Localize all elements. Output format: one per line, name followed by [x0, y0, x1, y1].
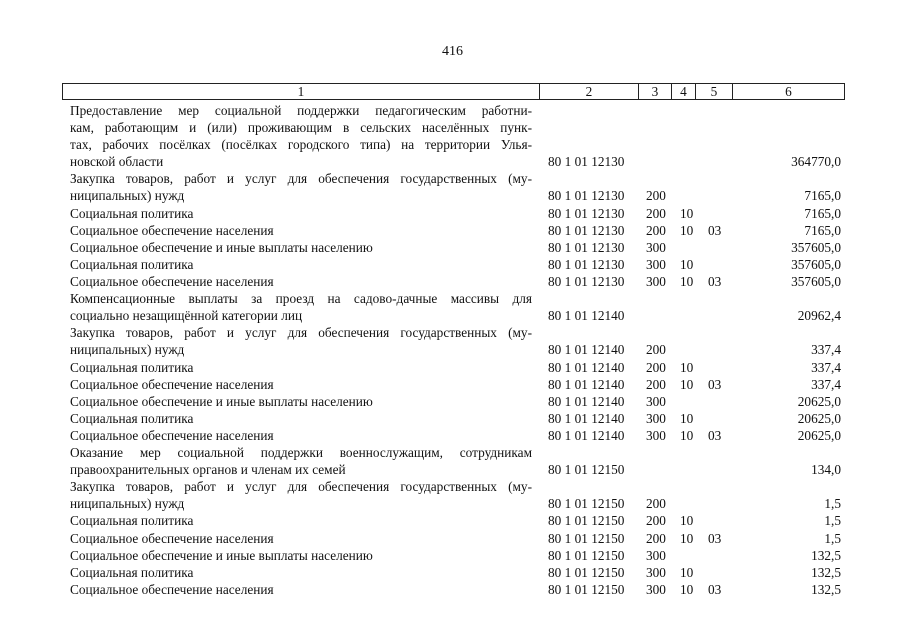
row-name: [70, 222, 532, 239]
row-name-line: Социальная политика: [70, 205, 194, 221]
row-vr: 200: [646, 342, 666, 358]
row-name-line: Социальное обеспечение и иные выплаты населению: [70, 239, 373, 255]
row-name-line: новской области: [70, 154, 164, 170]
table-row: [0, 222, 905, 239]
row-vr: 200: [646, 188, 666, 204]
row-vr: 200: [646, 530, 666, 546]
page-number: 416: [442, 44, 463, 59]
row-sum: 1,5: [824, 496, 841, 512]
row-name: [70, 564, 532, 581]
row-sum: 132,5: [811, 581, 841, 597]
row-code: 80 1 01 12150: [548, 581, 625, 597]
row-code: 80 1 01 12150: [548, 513, 625, 529]
row-sum: 364770,0: [791, 154, 841, 170]
row-name-line: социально незащищённой категории лиц: [70, 308, 303, 324]
row-sum: 7165,0: [804, 222, 841, 238]
row-sum: 337,4: [811, 342, 841, 358]
row-pr: 03: [708, 581, 722, 597]
row-code: 80 1 01 12140: [548, 342, 625, 358]
table-row: [0, 256, 905, 273]
row-rz: 10: [680, 376, 694, 392]
row-vr: 200: [646, 205, 666, 221]
row-sum: 134,0: [811, 462, 841, 478]
row-name: [70, 273, 532, 290]
row-code: 80 1 01 12130: [548, 205, 625, 221]
row-vr: 300: [646, 427, 666, 443]
table-row: [0, 410, 905, 427]
row-rz: 10: [680, 513, 694, 529]
row-name: [70, 359, 532, 376]
row-name: [70, 102, 532, 170]
row-name: [70, 410, 532, 427]
header-col-2: 2: [539, 84, 638, 99]
table-row: [0, 205, 905, 222]
row-pr: 03: [708, 530, 722, 546]
row-sum: 132,5: [811, 564, 841, 580]
table-row: [0, 444, 905, 478]
row-rz: 10: [680, 410, 694, 426]
row-name-line: Социальное обеспечение и иные выплаты населению: [70, 393, 373, 409]
table-row: [0, 564, 905, 581]
row-code: 80 1 01 12130: [548, 188, 625, 204]
table-row: [0, 290, 905, 324]
row-code: 80 1 01 12150: [548, 496, 625, 512]
row-name-line: ниципальных) нужд: [70, 188, 185, 204]
row-name-line: Закупка товаров, работ и услуг для обеспечения государственных (му-: [70, 171, 532, 187]
row-sum: 7165,0: [804, 188, 841, 204]
table-row: [0, 359, 905, 376]
row-name: [70, 170, 532, 204]
row-code: 80 1 01 12130: [548, 274, 625, 289]
row-vr: 200: [646, 496, 666, 512]
row-code: 80 1 01 12140: [548, 427, 625, 443]
row-name: [70, 290, 532, 324]
row-name-line: Компенсационные выплаты за проезд на садово-дачные массивы для: [70, 291, 532, 307]
row-name-line: Социальная политика: [70, 256, 194, 272]
row-name: [70, 478, 532, 512]
row-name: [70, 547, 532, 564]
table-row: [0, 427, 905, 444]
table-row: [0, 393, 905, 410]
row-name: [70, 256, 532, 273]
row-sum: 20625,0: [797, 427, 841, 443]
row-name: [70, 530, 532, 547]
row-sum: 337,4: [811, 376, 841, 392]
row-vr: 300: [646, 239, 666, 255]
row-sum: 20625,0: [797, 410, 841, 426]
row-rz: 10: [680, 222, 694, 238]
row-code: 80 1 01 12150: [548, 564, 625, 580]
row-code: 80 1 01 12140: [548, 359, 625, 375]
header-col-3: 3: [638, 84, 671, 99]
row-name-line: Социальное обеспечение населения: [70, 274, 274, 289]
table-row: [0, 547, 905, 564]
row-name-line: Оказание мер социальной поддержки военнослужащим, сотрудникам: [70, 445, 532, 460]
row-code: 80 1 01 12150: [548, 547, 625, 563]
header-col-5: 5: [695, 84, 732, 99]
row-name-line: Социальное обеспечение населения: [70, 581, 274, 597]
row-rz: 10: [680, 427, 694, 443]
row-sum: 20962,4: [797, 308, 841, 324]
row-rz: 10: [680, 581, 694, 597]
row-name-line: кам, работающим и (или) проживающим в сельских населённых пунк-: [70, 120, 532, 136]
row-name-line: тах, рабочих посёлках (посёлках городского типа) на территории Улья-: [70, 137, 532, 153]
row-vr: 300: [646, 274, 666, 289]
row-name-line: Социальное обеспечение населения: [70, 222, 274, 238]
row-vr: 200: [646, 513, 666, 529]
header-col-4: 4: [671, 84, 695, 99]
row-name-line: Социальное обеспечение и иные выплаты населению: [70, 547, 373, 563]
row-name: [70, 239, 532, 256]
row-name: [70, 512, 532, 529]
table-row: [0, 170, 905, 204]
row-vr: 300: [646, 410, 666, 426]
row-name-line: Закупка товаров, работ и услуг для обеспечения государственных (му-: [70, 479, 532, 495]
table-row: [0, 102, 905, 170]
row-vr: 300: [646, 581, 666, 597]
row-code: 80 1 01 12140: [548, 308, 625, 324]
table-row: [0, 512, 905, 529]
row-name: [70, 376, 532, 393]
row-vr: 200: [646, 376, 666, 392]
row-rz: 10: [680, 530, 694, 546]
row-name-line: Социальное обеспечение населения: [70, 376, 274, 392]
row-sum: 337,4: [811, 359, 841, 375]
row-name: [70, 393, 532, 410]
row-code: 80 1 01 12130: [548, 256, 625, 272]
table-row: [0, 239, 905, 256]
row-sum: 1,5: [824, 513, 841, 529]
row-code: 80 1 01 12140: [548, 410, 625, 426]
row-rz: 10: [680, 359, 694, 375]
row-vr: 300: [646, 564, 666, 580]
row-name-line: правоохранительных органов и членам их семей: [70, 462, 346, 478]
row-pr: 03: [708, 376, 722, 392]
row-name-line: Социальная политика: [70, 513, 194, 529]
row-vr: 300: [646, 256, 666, 272]
row-code: 80 1 01 12140: [548, 376, 625, 392]
row-rz: 10: [680, 564, 694, 580]
row-sum: 132,5: [811, 547, 841, 563]
row-vr: 200: [646, 359, 666, 375]
header-col-1: 1: [297, 84, 305, 99]
table-row: [0, 530, 905, 547]
row-sum: 7165,0: [804, 205, 841, 221]
row-name-line: Социальная политика: [70, 359, 194, 375]
row-name: [70, 205, 532, 222]
row-name-line: Предоставление мер социальной поддержки педагогическим работни-: [70, 103, 532, 118]
row-pr: 03: [708, 427, 722, 443]
table-row: [0, 581, 905, 598]
row-name-line: Социальное обеспечение населения: [70, 427, 274, 443]
row-code: 80 1 01 12150: [548, 462, 625, 478]
row-vr: 300: [646, 393, 666, 409]
table-row: [0, 324, 905, 358]
row-name-line: Социальное обеспечение населения: [70, 530, 274, 546]
row-pr: 03: [708, 222, 722, 238]
row-vr: 200: [646, 222, 666, 238]
row-rz: 10: [680, 256, 694, 272]
row-name: [70, 324, 532, 358]
row-code: 80 1 01 12150: [548, 530, 625, 546]
table-row: [0, 376, 905, 393]
row-sum: 357605,0: [791, 256, 841, 272]
row-name-line: Социальная политика: [70, 564, 194, 580]
table-header: [62, 83, 845, 100]
table-row: [0, 273, 905, 290]
row-name: [70, 581, 532, 598]
row-pr: 03: [708, 274, 722, 289]
row-code: 80 1 01 12130: [548, 239, 625, 255]
row-name-line: ниципальных) нужд: [70, 342, 185, 358]
row-name-line: Закупка товаров, работ и услуг для обеспечения государственных (му-: [70, 325, 532, 341]
table-row: [0, 478, 905, 512]
row-name-line: Социальная политика: [70, 410, 194, 426]
row-vr: 300: [646, 547, 666, 563]
row-sum: 20625,0: [797, 393, 841, 409]
row-sum: 357605,0: [791, 274, 841, 289]
row-code: 80 1 01 12130: [548, 154, 625, 170]
row-sum: 357605,0: [791, 239, 841, 255]
row-sum: 1,5: [824, 530, 841, 546]
row-rz: 10: [680, 274, 694, 289]
row-rz: 10: [680, 205, 694, 221]
row-code: 80 1 01 12140: [548, 393, 625, 409]
row-name: [70, 444, 532, 478]
row-code: 80 1 01 12130: [548, 222, 625, 238]
row-name: [70, 427, 532, 444]
row-name-line: ниципальных) нужд: [70, 496, 185, 512]
header-col-6: 6: [732, 84, 844, 99]
